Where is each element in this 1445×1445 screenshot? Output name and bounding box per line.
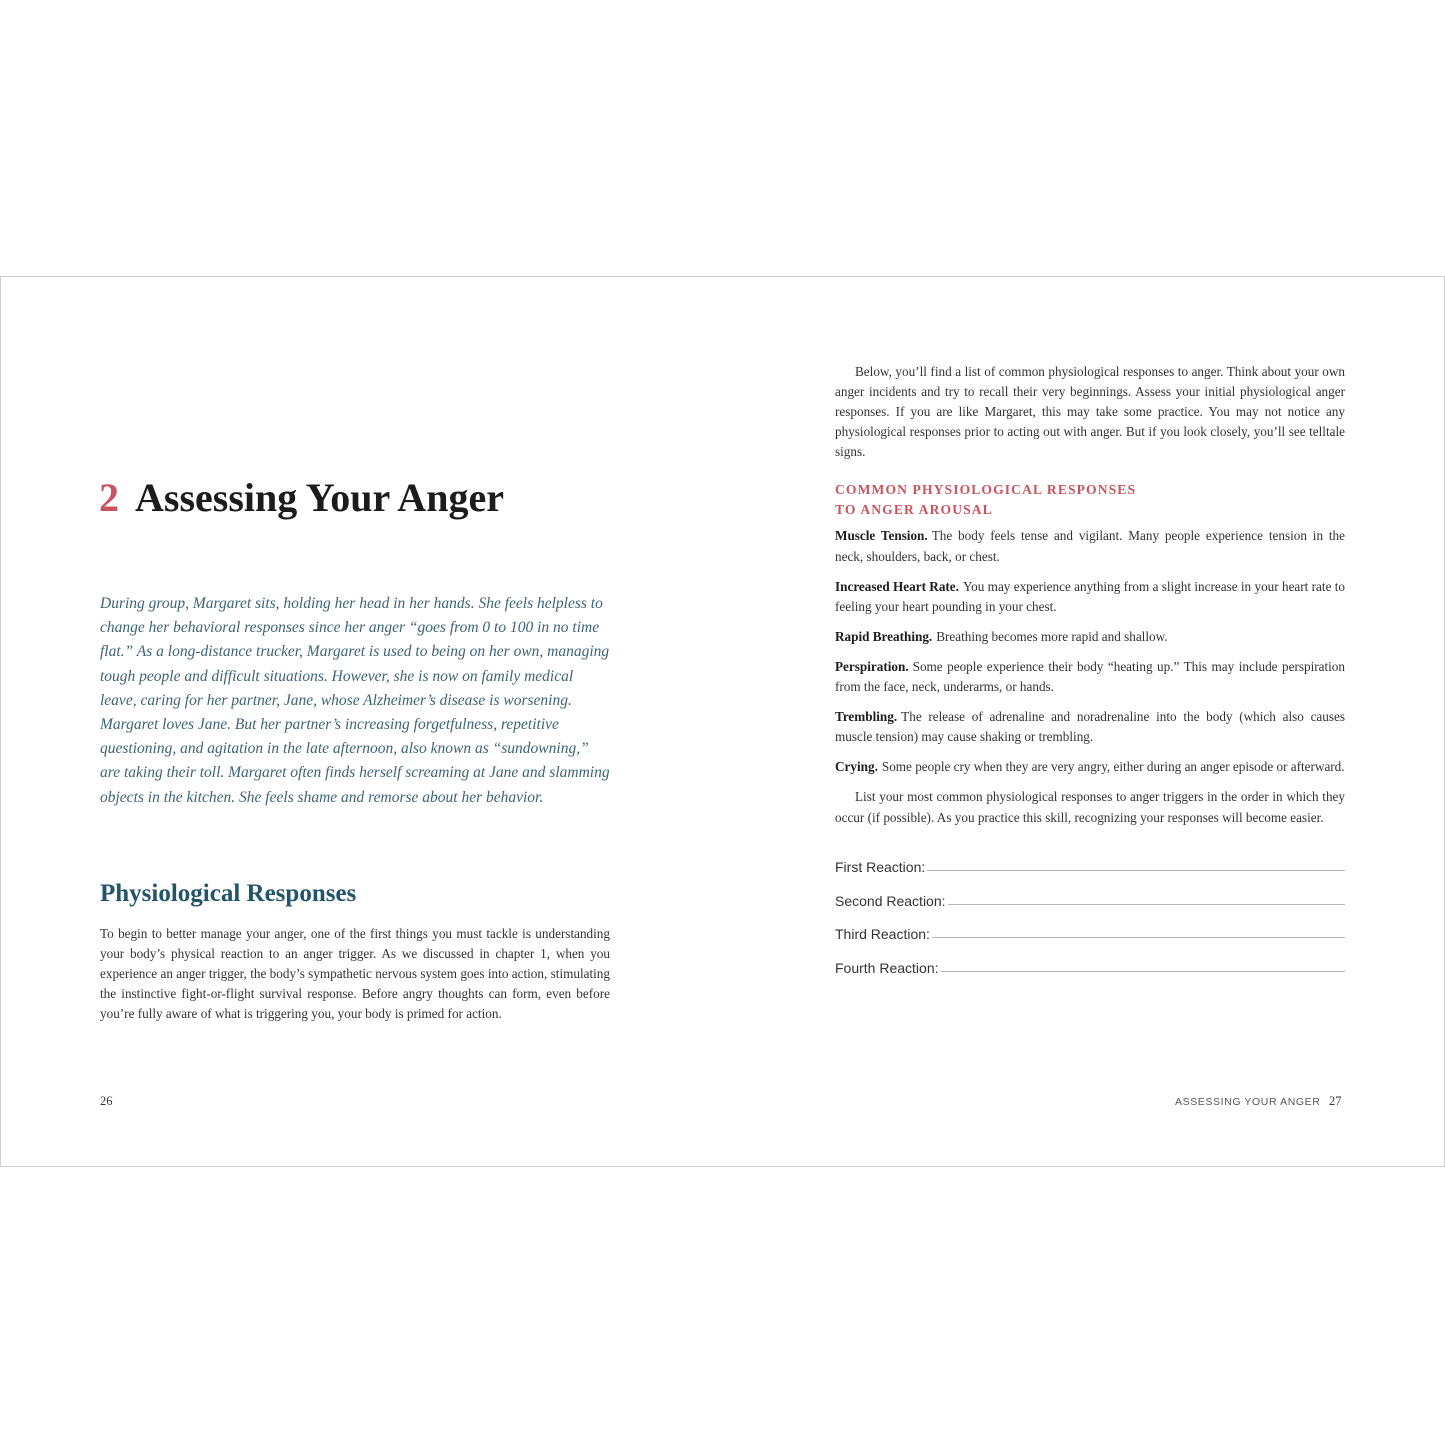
- reaction-row-fourth: [835, 944, 1345, 978]
- reaction-write-line: [948, 903, 1345, 905]
- reaction-write-line: [927, 869, 1345, 871]
- response-item: [835, 757, 1345, 777]
- response-item: [835, 657, 1345, 697]
- reaction-label: Third Reaction:: [835, 926, 930, 943]
- page-number-left: 26: [100, 1094, 113, 1108]
- right-column: [835, 362, 1345, 978]
- running-head: ASSESSING YOUR ANGER: [1175, 1096, 1321, 1108]
- reaction-row-first: [835, 844, 1345, 878]
- response-term: Rapid Breathing.: [835, 628, 933, 644]
- response-term: Trembling.: [835, 709, 898, 725]
- reaction-fields: [835, 844, 1345, 978]
- response-item: [835, 627, 1345, 647]
- response-item: [835, 577, 1345, 617]
- intro-vignette: During group, Margaret sits, holding her head in her hands. She feels helpless to change her behavioral responses since her anger “goes from 0 to 100 in no time flat.” As a long-distance trucker, Margaret is used to being on her own, managing tough people and difficult situations. However, she is now on family medical leave, caring for her partner, Jane, whose Alzheimer’s disease is worsening. Margaret loves Jane. But her partner’s increasing forgetfulness, repetitive questioning, and agitation in the late afternoon, also known as “sundowning,” are taking their toll. Margaret often finds herself screaming at Jane and slamming objects in the kitchen. She feels shame and remorse about her behavior.: [100, 595, 610, 806]
- page-number-right: 27: [1329, 1094, 1342, 1108]
- response-text: The body feels tense and vigilant. Many people experience tension in the neck, shoulders, back, or chest.: [835, 528, 1345, 564]
- reaction-label: Second Reaction:: [835, 892, 946, 909]
- response-term: Muscle Tension.: [835, 528, 928, 544]
- reaction-write-line: [932, 936, 1345, 938]
- response-item: [835, 526, 1345, 566]
- reaction-label: Fourth Reaction:: [835, 959, 939, 976]
- response-term: Perspiration.: [835, 658, 909, 674]
- sidebar-heading-line-2: TO ANGER AROUSAL: [835, 502, 993, 518]
- chapter-title: [99, 470, 504, 526]
- sidebar-heading: [835, 480, 1345, 520]
- response-item: [835, 707, 1345, 747]
- reaction-label: First Reaction:: [835, 859, 926, 876]
- right-intro-paragraph: Below, you’ll find a list of common physiological responses to anger. Think about your own anger incidents and try to recall their very beginnings. Assess your initial physiological anger responses. If you are like Margaret, this may take some practice. You may not notice any physiological responses prior to acting out with anger. But if you look closely, you’ll see telltale signs.: [835, 364, 1345, 460]
- instruction-paragraph: List your most common physiological responses to anger triggers in the order in which they occur (if possible). As you practice this skill, recognizing your responses will become easier.: [835, 789, 1345, 825]
- response-text: Breathing becomes more rapid and shallow.: [936, 628, 1168, 644]
- chapter-title-text: Assessing Your Anger: [135, 475, 504, 520]
- response-text: Some people experience their body “heating up.” This may include perspiration from the face, neck, underarms, or hands.: [835, 658, 1345, 695]
- response-text: You may experience anything from a slight increase in your heart rate to feeling your heart pounding in your chest.: [835, 578, 1345, 614]
- response-term: Increased Heart Rate.: [835, 578, 959, 594]
- section-heading: Physiological Responses: [100, 880, 357, 907]
- responses-list: [835, 526, 1345, 777]
- response-text: The release of adrenaline and noradrenaline into the body (which also causes muscle tension) may cause shaking or trembling.: [835, 709, 1345, 745]
- sidebar-heading-line-1: COMMON PHYSIOLOGICAL RESPONSES: [835, 482, 1137, 498]
- reaction-write-line: [941, 970, 1346, 972]
- reaction-row-second: [835, 877, 1345, 911]
- chapter-number: 2: [99, 475, 119, 520]
- body-paragraph: To begin to better manage your anger, one of the first things you must tackle is understanding your body’s physical reaction to an anger trigger. As we discussed in chapter 1, when you experience an anger trigger, the body’s sympathetic nervous system goes into action, stimulating the instinctive fight-or-flight survival response. Before angry thoughts can form, even before you’re fully aware of what is triggering you, your body is primed for action.: [100, 926, 610, 1022]
- reaction-row-third: [835, 911, 1345, 945]
- response-term: Crying.: [835, 759, 878, 775]
- response-text: Some people cry when they are very angry, either during an anger episode or afterward.: [881, 759, 1345, 775]
